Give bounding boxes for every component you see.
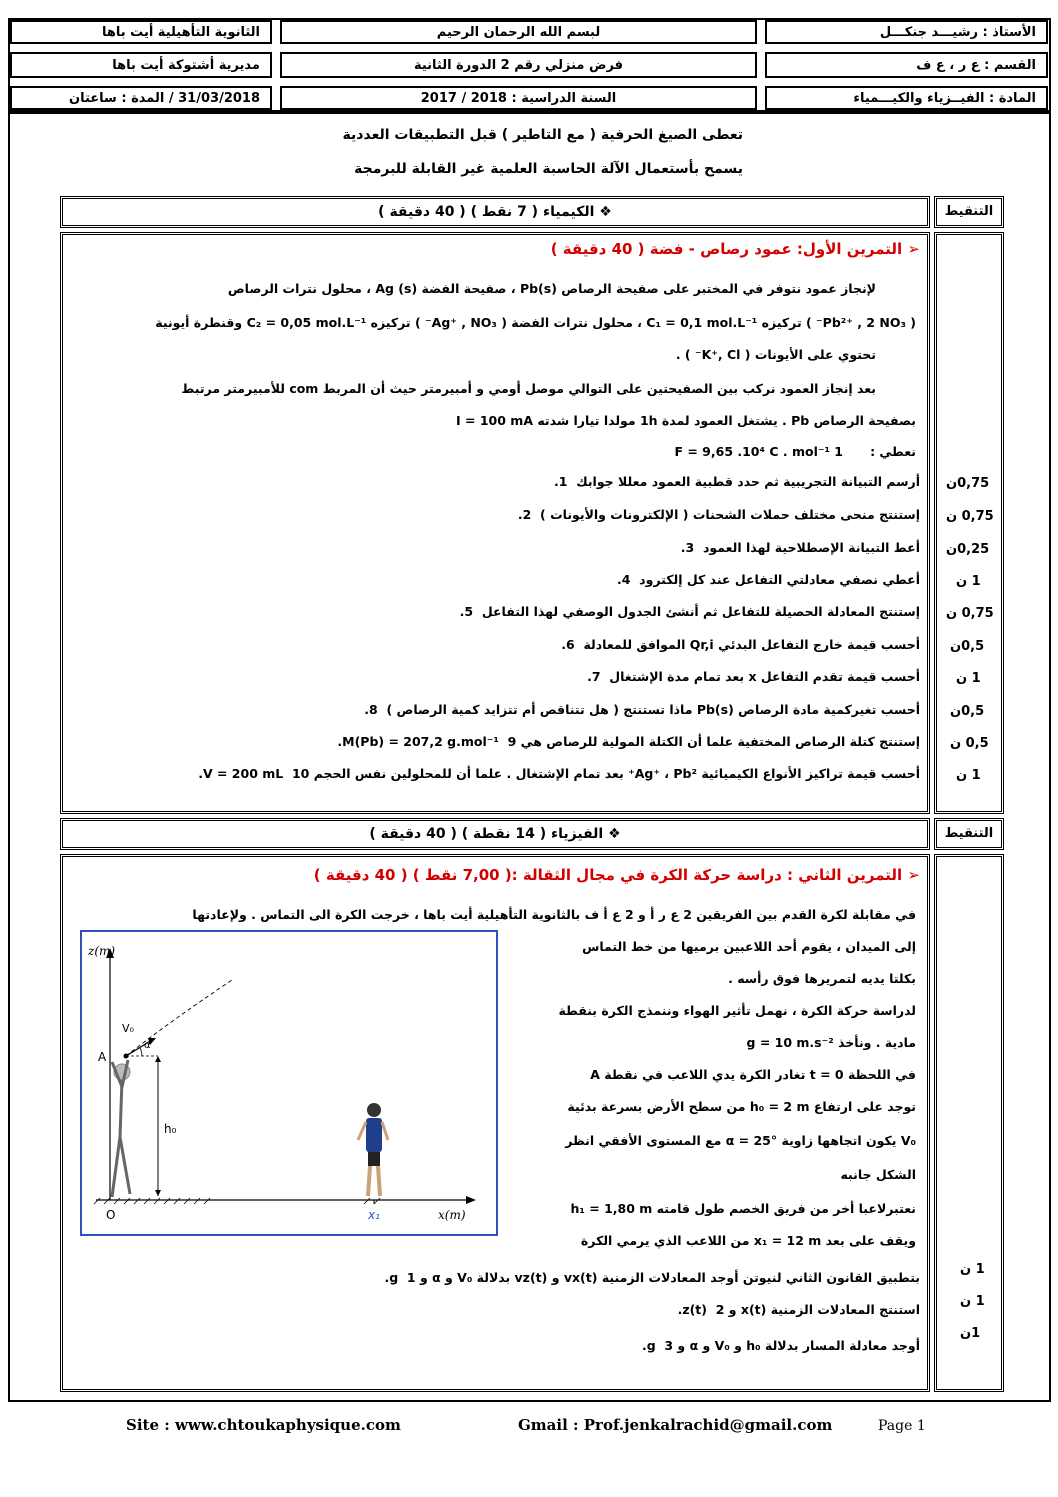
chem-points-3: 0,25ن	[946, 542, 990, 557]
chem-constant: 1 F = 9,65 .10⁴ C . mol⁻¹	[674, 444, 843, 459]
phys-intro-4: مادية . ونأخذ g = 10 m.s⁻²	[746, 1035, 916, 1050]
chem-exercise-title: ➢ التمرين الأول: عمود رصاص - فضة ( 40 دقيقة )	[550, 240, 920, 258]
phys-intro-9: نعتبرلاعبا أخر من فريق الخصم طول قامته h₁ = 1,80 m	[570, 1201, 916, 1216]
phys-points-3: 1ن	[960, 1326, 981, 1341]
footer-gmail: Gmail : Prof.jenkalrachid@gmail.com	[518, 1416, 833, 1434]
phys-question-3: أوجد معادلة المسار بدلالة h₀ و V₀ و α و g 3.	[641, 1338, 920, 1353]
header-exam-title: فرض منزلي رقم 2 الدورة الثانية	[280, 52, 757, 78]
phys-intro-10: ويقف على بعد x₁ = 12 m من اللاعب الذي يرمي الكرة	[580, 1233, 916, 1248]
header-class: القسم : ع ر ، ع ف	[765, 52, 1048, 78]
phys-intro-0: في مقابلة لكرة القدم بين الفريقين 2 ع ر أ و 2 ع أ ف بالثانوية التأهيلية أيت باها ، خرجت الكرة الى التماس . ولإعادتها	[192, 907, 916, 922]
header-school: الثانوية التأهيلية أيت باها	[10, 20, 272, 44]
fig-x1: x₁	[368, 1208, 380, 1222]
chem-points-1: 0,75ن	[946, 476, 990, 491]
chem-question-4: أعطي نصفي معادلتي التفاعل عند كل إلكترود 4.	[617, 572, 920, 587]
chem-intro-1: لإنجاز عمود نتوفر في المختبر على صفيحة الرصاص Pb(s) ، صفيحة الفضة Ag (s) ، محلول نترات الرصاص	[227, 281, 876, 296]
chem-intro-3: تحتوي على الأيونات ( K⁺, Cl⁻ ) .	[675, 347, 876, 362]
header-teacher: الأستاذ : رشيـــد جنكـــل	[765, 20, 1048, 44]
footer-page: Page 1	[878, 1418, 926, 1434]
chem-given-label: نعطي :	[870, 444, 916, 459]
phys-points-1: 1 ن	[960, 1262, 985, 1277]
chem-points-10: 1 ن	[956, 768, 981, 783]
fig-x-label: x(m)	[438, 1208, 466, 1222]
fig-origin: O	[106, 1208, 116, 1222]
phys-intro-6: توجد على ارتفاع h₀ = 2 m من سطح الأرض بسرعة بدئية	[567, 1099, 916, 1114]
trajectory-figure	[80, 930, 498, 1236]
phys-points-2: 1 ن	[960, 1294, 985, 1309]
phys-question-2: استنتج المعادلات الزمنية x(t) و z(t) 2.	[677, 1302, 920, 1317]
chem-question-1: أرسم التبيانة التجريبية ثم حدد قطبية العمود معللا جوابك 1.	[554, 474, 920, 489]
chem-questions	[70, 474, 920, 794]
thrower-silhouette	[112, 1060, 130, 1197]
chem-question-5: إستنتج المعادلة الحصيلة للتفاعل ثم أنشئ الجدول الوصفي لهذا التفاعل 5.	[459, 604, 920, 619]
phys-intro-1: إلى الميدان ، يقوم أحد اللاعبين برميها من خط التماس	[582, 939, 916, 954]
phys-section-title: ❖ الفيزياء ( 14 نقطة ) ( 40 دقيقة )	[369, 826, 621, 842]
trajectory-diagram	[82, 932, 496, 1234]
phys-questions	[70, 1266, 920, 1366]
footer-site: Site : www.chtoukaphysique.com	[126, 1416, 401, 1434]
chem-question-9: إستنتج كتلة الرصاص المختفية علما أن الكتلة المولية للرصاص هي M(Pb) = 207,2 g.mol⁻¹ 9.	[337, 734, 920, 749]
fig-alpha: α	[144, 1040, 151, 1051]
chem-question-2: إستنتج منحى مختلف حملات الشحنات ( الإلكترونات والأيونات ) 2.	[517, 507, 920, 522]
chem-grading-label: التنقيط	[944, 204, 994, 219]
chem-question-3: أعط التبيانة الإصطلاحية لهذا العمود 3.	[680, 540, 920, 555]
chem-question-10: أحسب قيمة تراكيز الأنواع الكيميائية Ag⁺ ، Pb²⁺ بعد تمام الإشتغال . علما أن للمحلولين نفس الحجم V = 200 mL 10.	[198, 766, 920, 781]
chem-section-title: ❖ الكيمياء ( 7 نقط ) ( 40 دقيقة )	[378, 204, 612, 220]
opponent-player	[358, 1103, 388, 1196]
header-school-year: السنة الدراسية : 2018 / 2017	[280, 86, 757, 110]
chem-points-9: 0,5 ن	[950, 736, 989, 751]
chem-intro-4: بعد إنجاز العمود نركب بين الصفيحتين على التوالي موصل أومي و أمبيرمتر حيث أن المربط com للأمبيرمتر مرتبط	[181, 381, 876, 396]
phys-intro-8: الشكل جانبه	[840, 1167, 916, 1182]
chem-intro-5: بصفيحة الرصاص Pb . يشتغل العمود لمدة 1h مولدا تيارا شدته I = 100 mA	[456, 413, 916, 428]
chem-question-6: أحسب قيمة خارج التفاعل البدئي Qr,i الموافق للمعادلة 6.	[561, 637, 920, 652]
chem-points-7: 1 ن	[956, 671, 981, 686]
chem-points-8: 0,5ن	[950, 704, 985, 719]
phys-question-1: بتطبيق القانون الثاني لنيوتن أوجد المعادلات الزمنية vx(t) و vz(t) بدلالة V₀ و α و g 1.	[384, 1270, 920, 1285]
chem-points-6: 0,5ن	[950, 639, 985, 654]
header-duration-date: 31/03/2018 / المدة : ساعتان	[10, 86, 272, 110]
fig-z-label: z(m)	[88, 944, 116, 958]
chem-intro-2: ( Pb²⁺ , 2 NO₃⁻ ) تركيزه C₁ = 0,1 mol.L⁻¹ ، محلول نترات الفضة ( Ag⁺ , NO₃⁻ ) تركيزه C₂ = 0,05 mol.L⁻¹ وقنطرة أيونية	[155, 315, 916, 330]
phys-intro-2: بكلتا يديه لتمريرها فوق رأسه .	[728, 971, 916, 986]
instruction-1: تعطى الصيغ الحرفية ( مع التاطير ) قبل التطبيقات العددية	[342, 127, 743, 143]
phys-grading-label: التنقيط	[944, 826, 994, 841]
phys-points-column	[934, 854, 1004, 1392]
header-directorate: مديرية أشتوكة أيت باها	[10, 52, 272, 78]
chem-question-7: أحسب قيمة تقدم التفاعل x بعد تمام مدة الإشتغال 7.	[587, 669, 920, 684]
header-subject: المادة : الفيــزياء والكيـــمياء	[765, 86, 1048, 110]
fig-h0: h₀	[164, 1122, 177, 1136]
fig-point-a: A	[98, 1050, 107, 1064]
phys-intro-7: V₀ يكون اتجاهها زاوية α = 25° مع المستوى الأفقي انظر	[565, 1133, 916, 1148]
phys-intro-3: لدراسة حركة الكرة ، نهمل تأثير الهواء وننمذج الكرة بنقطة	[558, 1003, 916, 1018]
ground-hatch	[94, 1198, 380, 1204]
chem-question-8: أحسب تغيركمية مادة الرصاص Pb(s) ماذا تستنتج ( هل تتناقص أم تتزايد كمية الرصاص ) 8.	[364, 702, 920, 717]
chem-points-4: 1 ن	[956, 574, 981, 589]
instruction-2: يسمح بأستعمال الآلة الحاسبة العلمية غير القابلة للبرمجة	[354, 161, 743, 177]
fig-v0: V₀	[122, 1022, 134, 1035]
phys-exercise-title: ➢ التمرين الثاني : دراسة حركة الكرة في مجال الثقالة :( 7,00 نقط ) ( 40 دقيقة )	[313, 866, 920, 884]
header-basmala: لبسم الله الرحمان الرحيم	[280, 20, 757, 44]
phys-intro-5: في اللحظة t = 0 تغادر الكرة يدي اللاعب في نقطة A	[590, 1067, 916, 1082]
chem-points-2: 0,75 ن	[946, 509, 994, 524]
trajectory-curve	[126, 980, 232, 1056]
chem-points-5: 0,75 ن	[946, 606, 994, 621]
